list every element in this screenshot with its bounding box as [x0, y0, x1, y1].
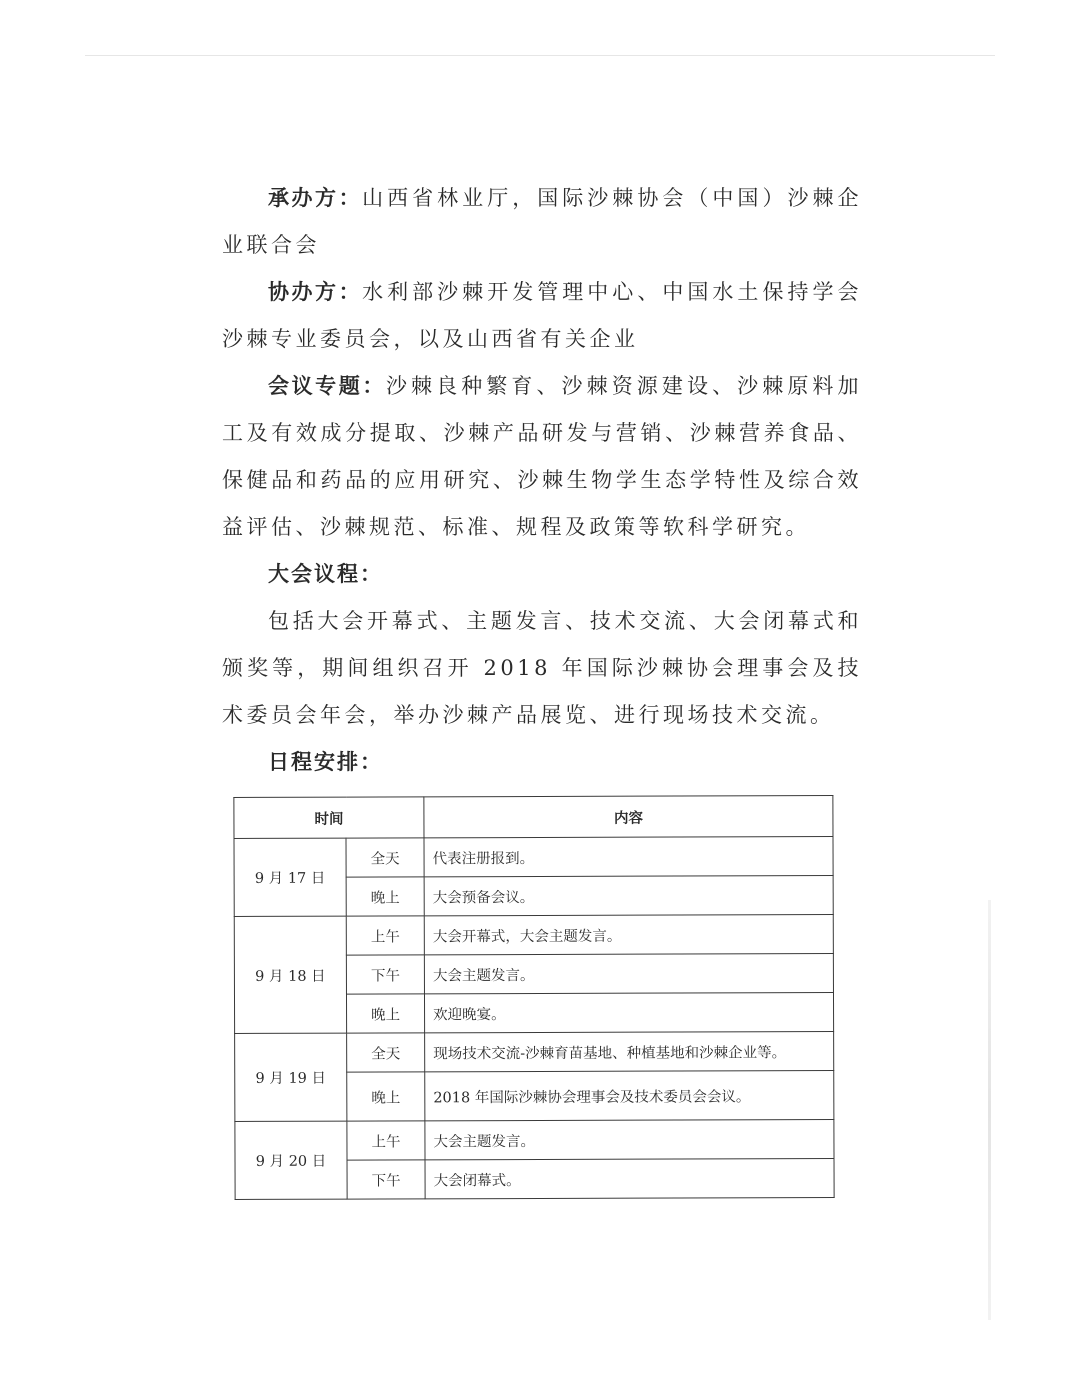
time-cell: 下午: [347, 1160, 425, 1199]
topics-label: 会议专题：: [268, 374, 386, 398]
content-cell: 大会预备会议。: [424, 876, 833, 916]
time-cell: 晚上: [346, 994, 424, 1033]
co-organizer-label: 协办方：: [268, 280, 363, 304]
time-cell: 下午: [346, 955, 424, 994]
table-row: [235, 1032, 834, 1073]
table-row: [235, 1120, 834, 1161]
table-row: [234, 837, 833, 878]
co-organizer-text: 水利部沙棘开发管理中心、中国水土保持学会沙棘专业委员会，以及山西省有关企业: [222, 280, 863, 351]
date-cell: 9 月 20 日: [235, 1121, 347, 1199]
time-cell: 晚上: [347, 1072, 425, 1121]
scan-edge: [85, 55, 995, 56]
time-cell: 全天: [346, 838, 424, 877]
date-cell: 9 月 19 日: [235, 1033, 347, 1121]
schedule-table: [233, 795, 834, 1200]
content-cell: 2018 年国际沙棘协会理事会及技术委员会会议。: [425, 1071, 834, 1121]
document-page: [222, 175, 862, 786]
organizer-paragraph: [222, 175, 862, 269]
schedule-header-row: [234, 796, 833, 839]
time-cell: 上午: [347, 1121, 425, 1160]
time-column-header: 时间: [234, 797, 424, 839]
agenda-heading: 大会议程：: [268, 562, 383, 586]
date-cell: 9 月 18 日: [234, 916, 346, 1033]
time-cell: 上午: [346, 916, 424, 955]
content-cell: 现场技术交流-沙棘育苗基地、种植基地和沙棘企业等。: [425, 1032, 834, 1072]
agenda-text: 包括大会开幕式、主题发言、技术交流、大会闭幕式和颁奖等，期间组织召开 2018 年国际沙棘协会理事会及技术委员会年会，举办沙棘产品展览、进行现场技术交流。: [222, 609, 862, 727]
content-cell: 大会主题发言。: [424, 954, 833, 994]
content-cell: 大会闭幕式。: [425, 1159, 834, 1199]
table-row: [234, 915, 833, 956]
topics-paragraph: [222, 363, 862, 551]
time-cell: 全天: [347, 1033, 425, 1072]
co-organizer-paragraph: [222, 269, 862, 363]
content-cell: 大会开幕式，大会主题发言。: [424, 915, 833, 955]
content-cell: 代表注册报到。: [424, 837, 833, 877]
date-cell: 9 月 17 日: [234, 838, 346, 916]
topics-text: 沙棘良种繁育、沙棘资源建设、沙棘原料加工及有效成分提取、沙棘产品研发与营销、沙棘营养食品、保健品和药品的应用研究、沙棘生物学生态学特性及综合效益评估、沙棘规范、标准、规程及政策等软科学研究。: [222, 374, 863, 539]
scan-edge: [988, 900, 991, 1320]
content-column-header: 内容: [424, 796, 833, 838]
organizer-text: 山西省林业厅，国际沙棘协会（中国）沙棘企业联合会: [222, 186, 863, 257]
content-cell: 大会主题发言。: [425, 1120, 834, 1160]
time-cell: 晚上: [346, 877, 424, 916]
organizer-label: 承办方：: [268, 186, 363, 210]
schedule-heading: 日程安排：: [268, 750, 383, 774]
content-cell: 欢迎晚宴。: [424, 993, 833, 1033]
